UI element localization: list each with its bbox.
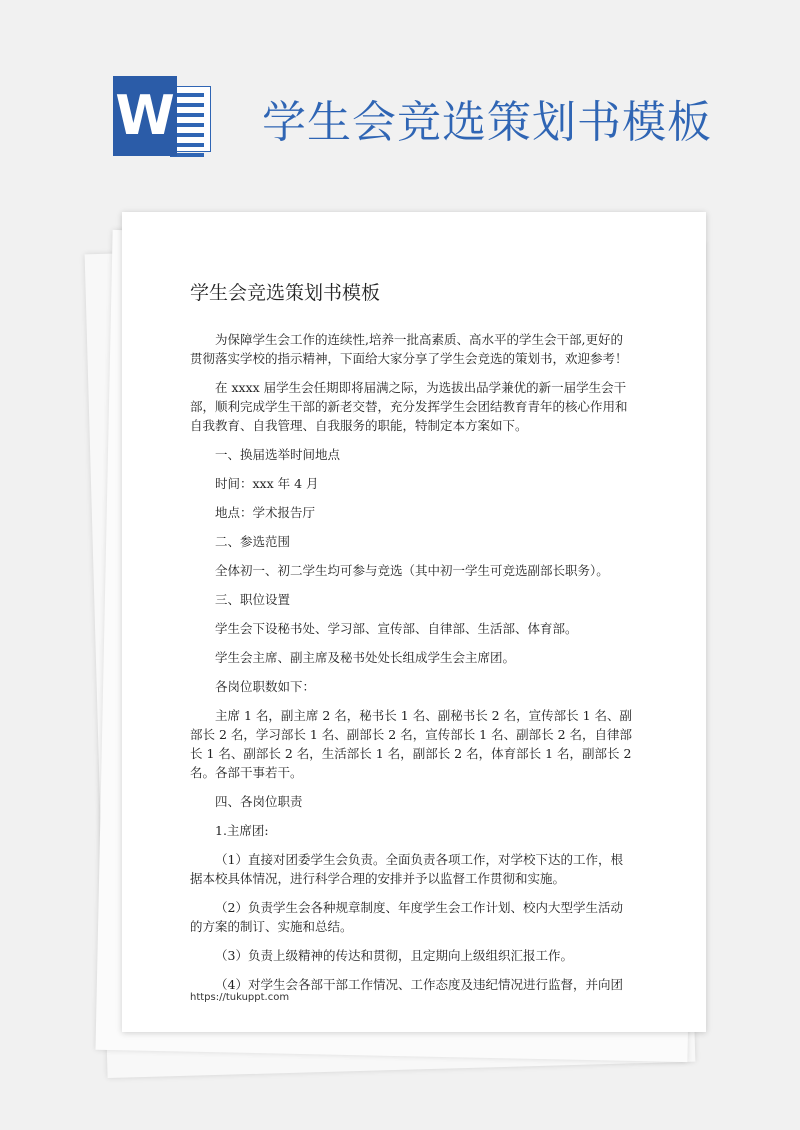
document-body [190, 330, 634, 1004]
word-logo-icon [113, 72, 211, 160]
paragraph: （2）负责学生会各种规章制度、年度学生会工作计划、校内大型学生活动的方案的制订、实施和总结。 [190, 900, 623, 934]
paragraph: 学生会主席、副主席及秘书处处长组成学生会主席团。 [215, 650, 516, 665]
word-badge: W [113, 76, 177, 156]
paragraph: 时间：xxx 年 4 月 [215, 476, 319, 491]
section-heading: 一、换届选举时间地点 [215, 447, 341, 462]
paragraph: 全体初一、初二学生均可参与竞选（其中初一学生可竞选副部长职务）。 [215, 563, 609, 578]
paragraph: 在 xxxx 届学生会任期即将届满之际，为选拔出品学兼优的新一届学生会干部，顺利完成学生干部的新老交替，充分发挥学生会团结教育青年的核心作用和自我教育、自我管理、自我服务的职能，特制定本方案如下。 [190, 380, 628, 433]
document-page [122, 212, 706, 1032]
paragraph: 为保障学生会工作的连续性,培养一批高素质、高水平的学生会干部,更好的贯彻落实学校的指示精神，下面给大家分享了学生会竞选的策划书，欢迎参考！ [190, 332, 628, 366]
paragraph: 主席 1 名，副主席 2 名，秘书长 1 名、副秘书长 2 名，宣传部长 1 名、副部长 2 名，学习部长 1 名、副部长 2 名，宣传部长 1 名、副部长 2 名，自律部长 1 名、副部长 2 名，生活部长 1 名，副部长 2 名，体育部长 1 名，副部长 2 名。各部干事若干。 [190, 708, 632, 780]
section-heading: 二、参选范围 [215, 534, 291, 549]
section-heading: 四、各岗位职责 [215, 794, 303, 809]
document-title: 学生会竞选策划书模板 [190, 282, 381, 304]
paragraph: （4）对学生会各部干部工作情况、工作态度及违纪情况进行监督，并向团 [215, 977, 623, 992]
paragraph: （3）负责上级精神的传达和贯彻，且定期向上级组织汇报工作。 [215, 948, 573, 963]
paragraph: 地点：学术报告厅 [215, 505, 316, 520]
paragraph: （1）直接对团委学生会负责。全面负责各项工作，对学校下达的工作，根据本校具体情况，进行科学合理的安排并予以监督工作贯彻和实施。 [190, 852, 623, 886]
header-banner [0, 0, 800, 200]
section-heading: 三、职位设置 [215, 592, 291, 607]
paragraph: 学生会下设秘书处、学习部、宣传部、自律部、生活部、体育部。 [215, 621, 578, 636]
footer-url: https://tukuppt.com [190, 992, 290, 1003]
header-title: 学生会竞选策划书模板 [262, 97, 712, 148]
paragraph: 各岗位职数如下： [215, 679, 316, 694]
paragraph: 1.主席团: [215, 823, 269, 838]
